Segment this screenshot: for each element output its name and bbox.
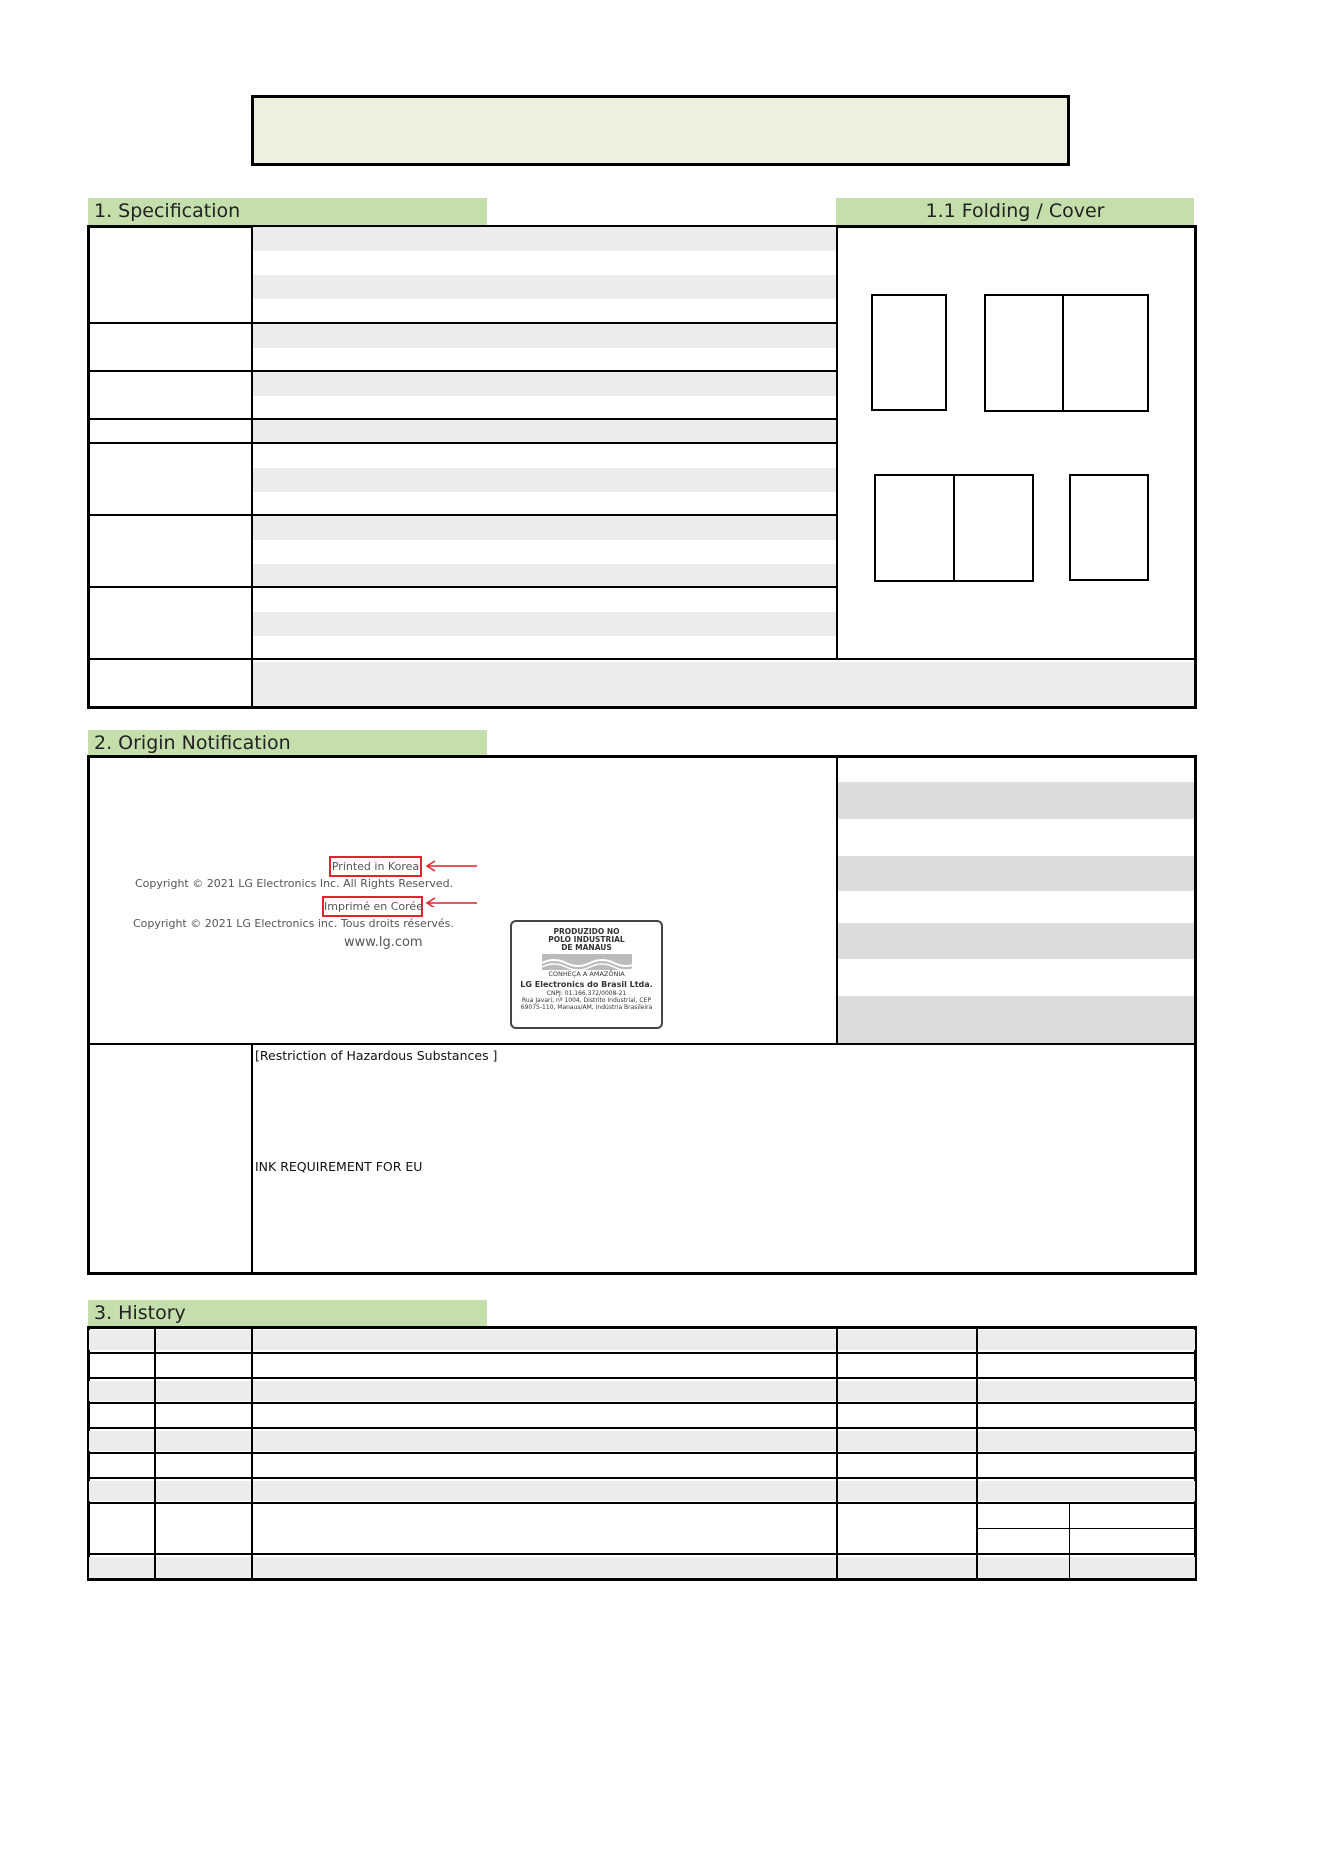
section-origin-header: 2. Origin Notification — [88, 730, 487, 757]
red-arrow-icon — [422, 857, 482, 907]
origin-label-divider — [251, 1045, 253, 1272]
spec-row-divider — [89, 658, 1195, 660]
history-row-shade — [89, 1330, 1195, 1350]
badge-line-1: PRODUZIDO NO — [553, 927, 620, 936]
fold-panel-left — [874, 474, 955, 582]
history-row-shade — [89, 1381, 1195, 1401]
badge-address-2: 69075-110, Manaus/AM, Indústria Brasileira — [520, 1004, 653, 1011]
spec-row-shade — [253, 662, 1194, 706]
badge-address-1: Rua Javari, nº 1004, Distrito Industrial, CEP — [522, 997, 651, 1004]
fold-panel-single — [1069, 474, 1149, 581]
history-row-divider — [89, 1452, 1195, 1454]
printed-in-label-fr: Imprimé en Corée — [322, 896, 423, 917]
spec-row-divider — [89, 514, 836, 516]
spec-row-shade — [253, 324, 836, 348]
spec-row-divider — [89, 586, 836, 588]
badge-cnpj: CNPJ: 01.166.372/0008-21 — [546, 990, 627, 997]
history-row-shade — [89, 1557, 1195, 1578]
history-row-divider — [89, 1553, 1195, 1555]
copyright-text-en: Copyright © 2021 LG Electronics Inc. All Rights Reserved. — [135, 877, 454, 890]
fold-panel-right — [1062, 294, 1149, 412]
origin-divider — [89, 1043, 1195, 1045]
badge-company: LG Electronics do Brasil Ltda. — [520, 980, 653, 989]
origin-row-shade — [838, 996, 1194, 1043]
history-row-divider — [89, 1402, 1195, 1404]
document-title-box — [251, 95, 1070, 166]
spec-row-shade — [253, 564, 836, 588]
spec-row-divider — [89, 418, 836, 420]
badge-line-2: POLO INDUSTRIAL — [548, 935, 625, 944]
spec-row-shade — [253, 227, 836, 251]
spec-row-divider — [89, 442, 836, 444]
origin-row-shade — [838, 923, 1194, 959]
spec-row-shade — [253, 468, 836, 492]
rohs-note: [Restriction of Hazardous Substances ] — [255, 1048, 498, 1063]
spec-row-shade — [253, 516, 836, 540]
badge-line-3: DE MANAUS — [561, 943, 612, 952]
spec-row-shade — [253, 372, 836, 396]
manaus-origin-badge — [510, 920, 663, 1029]
printed-in-label-en: Printed in Korea — [329, 856, 422, 877]
spec-row-divider — [89, 370, 836, 372]
history-row-divider — [89, 1502, 1195, 1504]
fold-panel-right — [953, 474, 1034, 582]
history-col-divider — [1069, 1504, 1070, 1579]
section-history-header: 3. History — [88, 1300, 487, 1327]
badge-tagline: CONHEÇA A AMAZÔNIA — [548, 970, 625, 978]
spec-folding-divider — [836, 227, 838, 660]
history-row-divider — [89, 1352, 1195, 1354]
spec-row-shade — [253, 275, 836, 299]
website-url: www.lg.com — [344, 935, 423, 950]
origin-row-shade — [838, 782, 1194, 819]
history-row-shade — [89, 1481, 1195, 1501]
spec-row-shade — [253, 420, 836, 442]
fold-panel-single — [871, 294, 947, 411]
copyright-text-fr: Copyright © 2021 LG Electronics inc. Tous droits réservés. — [133, 917, 454, 930]
fold-panel-left — [984, 294, 1064, 412]
history-row-divider — [89, 1427, 1195, 1429]
origin-row-shade — [838, 856, 1194, 891]
history-row-divider — [89, 1477, 1195, 1479]
history-row-divider — [89, 1377, 1195, 1379]
ink-requirement-note: INK REQUIREMENT FOR EU — [255, 1159, 423, 1174]
wave-logo-icon — [542, 954, 632, 970]
history-row-divider — [978, 1528, 1195, 1529]
history-row-shade — [89, 1431, 1195, 1451]
section-specification-header: 1. Specification — [88, 198, 487, 225]
spec-row-divider — [89, 322, 836, 324]
section-folding-cover-header: 1.1 Folding / Cover — [836, 198, 1194, 225]
spec-row-shade — [253, 612, 836, 636]
